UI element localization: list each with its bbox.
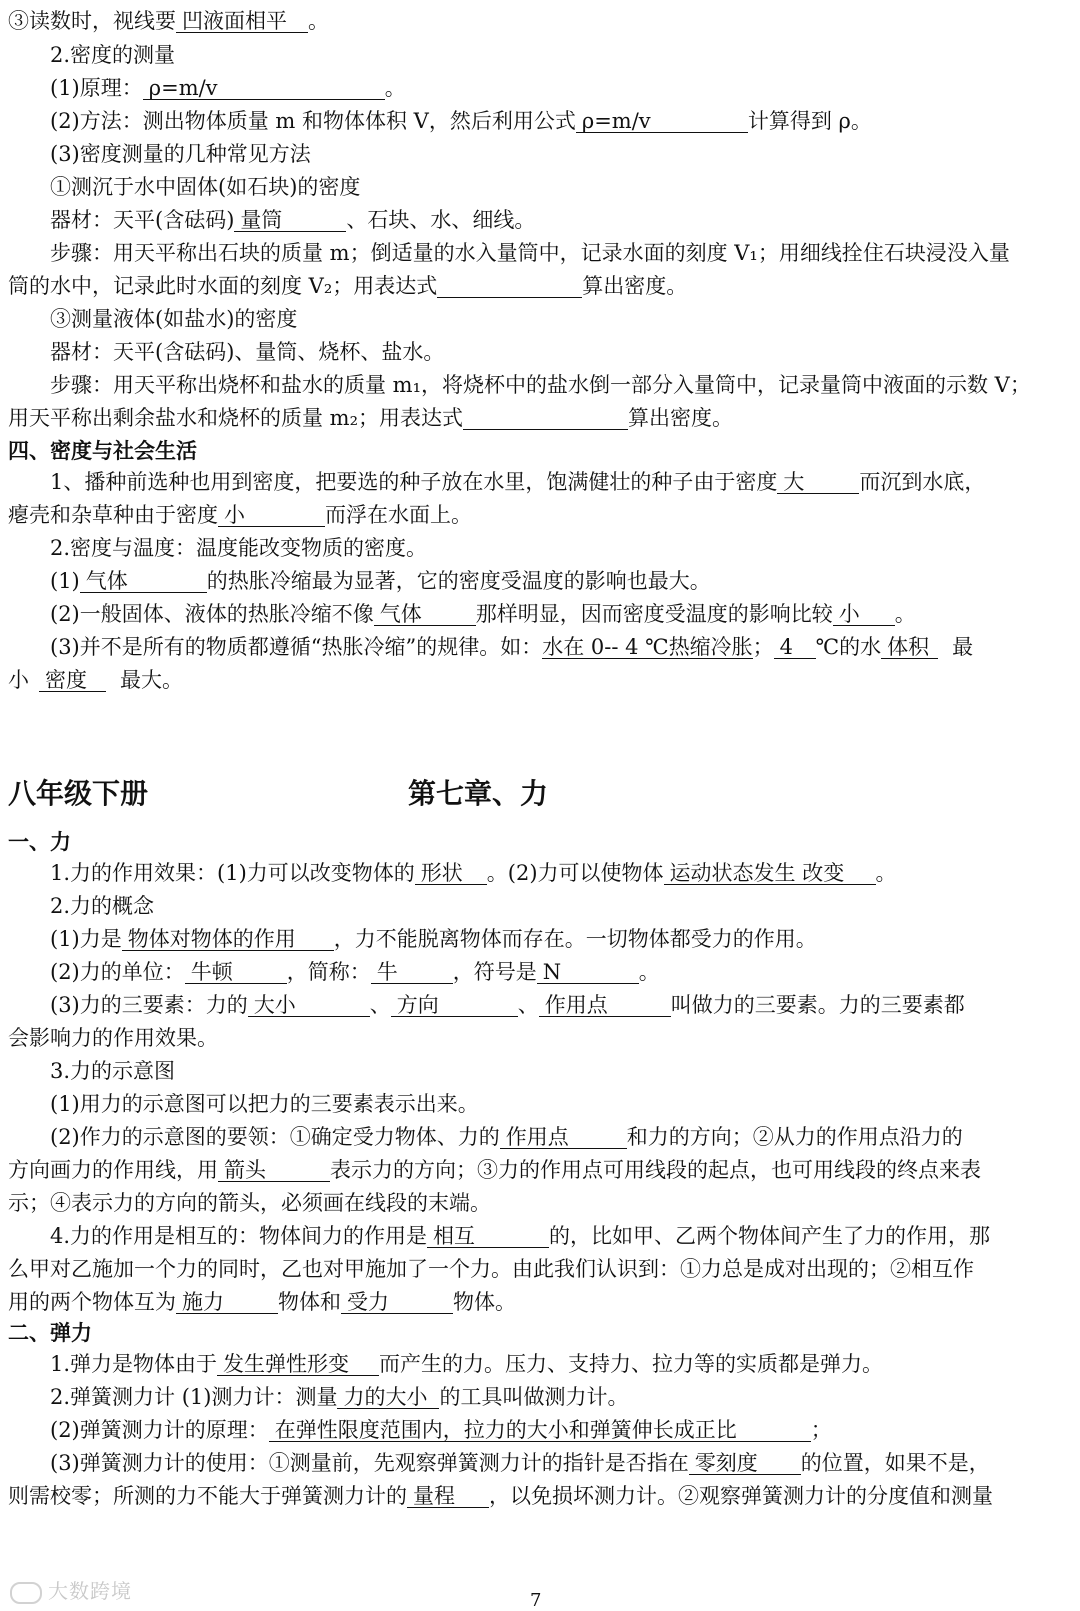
text: 物体和 bbox=[278, 1290, 341, 1314]
text-line: 步骤：用天平称出烧杯和盐水的质量 m₁，将烧杯中的盐水倒一部分入量筒中，记录量筒中液面的示数 V； bbox=[50, 373, 1031, 397]
text-line bbox=[50, 635, 973, 659]
text: (2)力的单位： bbox=[50, 960, 185, 984]
section-heading: 一、力 bbox=[8, 830, 71, 854]
text-line: 器材：天平(含砝码)、量筒、烧杯、盐水。 bbox=[50, 340, 445, 364]
text: ，简称： bbox=[286, 960, 371, 984]
answer-blank: 牛顿 bbox=[185, 961, 287, 984]
text-line: 2.密度的测量 bbox=[50, 43, 176, 67]
text: 叫做力的三要素。力的三要素都 bbox=[670, 993, 965, 1017]
text-line bbox=[50, 993, 965, 1017]
text-line: 3.力的示意图 bbox=[50, 1059, 176, 1083]
answer-blank: 运动状态发生 改变 bbox=[664, 862, 876, 885]
text-line bbox=[8, 1290, 516, 1314]
text: 而沉到水底， bbox=[859, 470, 986, 494]
empty-blank bbox=[437, 275, 582, 298]
text: 表示力的方向；③力的作用点可用线段的起点，也可用线段的终点来表 bbox=[330, 1158, 981, 1182]
answer-blank: ρ=m/v bbox=[143, 77, 385, 100]
text-line bbox=[8, 274, 687, 298]
text: 计算得到 ρ。 bbox=[747, 109, 872, 133]
watermark-logo-icon bbox=[10, 1582, 42, 1604]
answer-blank: 凹液面相平 bbox=[176, 10, 308, 33]
text-line: 步骤：用天平称出石块的质量 m；倒适量的水入量筒中，记录水面的刻度 V₁；用细线拴住石块浸没入量 bbox=[50, 241, 1010, 265]
text-line bbox=[50, 1352, 883, 1376]
answer-blank: N bbox=[537, 961, 639, 984]
text: 最 bbox=[952, 635, 974, 659]
text: (1)力是 bbox=[50, 927, 122, 951]
watermark bbox=[10, 1575, 132, 1604]
text-line bbox=[50, 109, 872, 133]
text: 。 bbox=[384, 76, 406, 100]
text: (1)原理： bbox=[50, 76, 143, 100]
text-line bbox=[50, 1385, 628, 1409]
text: (3)并不是所有的物质都遵循“热胀冷缩”的规律。如： bbox=[50, 635, 543, 659]
answer-blank: 4 bbox=[774, 636, 816, 659]
text-line bbox=[50, 1451, 990, 1475]
text: ； bbox=[810, 1418, 832, 1442]
answer-blank: 力的大小 bbox=[337, 1386, 439, 1409]
text-line: (1)用力的示意图可以把力的三要素表示出来。 bbox=[50, 1092, 479, 1116]
text-line bbox=[8, 668, 183, 692]
book-heading: 八年级下册 bbox=[8, 777, 149, 810]
text: 用的两个物体互为 bbox=[8, 1290, 176, 1314]
text: 的，比如甲、乙两个物体间产生了力的作用，那 bbox=[549, 1224, 991, 1248]
section-heading: 二、弹力 bbox=[8, 1321, 92, 1345]
text-line: 2.力的概念 bbox=[50, 894, 155, 918]
answer-blank: ρ=m/v bbox=[576, 110, 748, 133]
empty-blank bbox=[463, 407, 628, 430]
text: 。 bbox=[875, 861, 897, 885]
answer-blank: 气体 bbox=[80, 570, 207, 593]
answer-blank: 小 bbox=[218, 504, 325, 527]
text-line: ③测量液体(如盐水)的密度 bbox=[50, 307, 298, 331]
answer-blank: 零刻度 bbox=[689, 1452, 801, 1475]
text: 的热胀冷缩最为显著，它的密度受温度的影响也最大。 bbox=[206, 569, 711, 593]
text: 。 bbox=[638, 960, 660, 984]
text: (2)方法：测出物体质量 m 和物体体积 V，然后利用公式 bbox=[50, 109, 576, 133]
text: 。 bbox=[308, 9, 329, 33]
text: 。 bbox=[894, 602, 916, 626]
text-line bbox=[50, 208, 535, 232]
text-line bbox=[8, 406, 733, 430]
text: 。(2)力可以使物体 bbox=[486, 861, 664, 885]
text: 筒的水中，记录此时水面的刻度 V₂；用表达式 bbox=[8, 274, 438, 298]
text: 器材：天平(含砝码) bbox=[50, 208, 235, 232]
text: 1、播种前选种也用到密度，把要选的种子放在水里，饱满健壮的种子由于密度 bbox=[50, 470, 778, 494]
text-line bbox=[50, 861, 897, 885]
text: 小 bbox=[8, 668, 29, 692]
text: 则需校零；所测的力不能大于弹簧测力计的 bbox=[8, 1484, 407, 1508]
answer-blank: 物体对物体的作用 bbox=[122, 928, 334, 951]
text-line bbox=[50, 569, 711, 593]
answer-blank: 大小 bbox=[248, 994, 370, 1017]
text-line: (3)密度测量的几种常见方法 bbox=[50, 142, 311, 166]
text-line bbox=[50, 1418, 832, 1442]
text: 那样明显，因而密度受温度的影响比较 bbox=[475, 602, 833, 626]
answer-blank: 在弹性限度范围内，拉力的大小和弹簧伸长成正比 bbox=[269, 1419, 811, 1442]
chapter-heading: 第七章、力 bbox=[408, 777, 549, 810]
text: ③读数时，视线要 bbox=[8, 9, 176, 33]
text-line bbox=[8, 9, 329, 33]
text: 的工具叫做测力计。 bbox=[439, 1385, 629, 1409]
text: ； bbox=[752, 635, 774, 659]
answer-blank: 相互 bbox=[427, 1225, 549, 1248]
text-line bbox=[50, 76, 406, 100]
text-line bbox=[50, 1125, 963, 1149]
text-line bbox=[50, 470, 985, 494]
answer-blank: 气体 bbox=[374, 603, 476, 626]
text: (1) bbox=[50, 569, 80, 593]
text-line bbox=[50, 927, 817, 951]
answer-blank: 发生弹性形变 bbox=[217, 1353, 379, 1376]
text-line: 么甲对乙施加一个力的同时，乙也对甲施加了一个力。由此我们认识到：①力总是成对出现的；②相互作 bbox=[8, 1257, 974, 1281]
text: 2.弹簧测力计 (1)测力计：测量 bbox=[50, 1385, 338, 1409]
answer-blank: 施力 bbox=[176, 1291, 278, 1314]
text-line bbox=[50, 1224, 990, 1248]
text: 而产生的力。压力、支持力、拉力等的实质都是弹力。 bbox=[379, 1352, 884, 1376]
watermark-text: 大数跨境 bbox=[48, 1579, 132, 1603]
text: (2)作力的示意图的要领：①确定受力物体、力的 bbox=[50, 1125, 500, 1149]
text: ，力不能脱离物体而存在。一切物体都受力的作用。 bbox=[333, 927, 817, 951]
text: 1.弹力是物体由于 bbox=[50, 1352, 218, 1376]
answer-blank: 量程 bbox=[407, 1485, 489, 1508]
text: ，符号是 bbox=[452, 960, 537, 984]
text: 瘪壳和杂草种由于密度 bbox=[8, 503, 218, 527]
section-heading: 四、密度与社会生活 bbox=[8, 439, 197, 463]
text-line bbox=[8, 1158, 981, 1182]
text: (3)力的三要素：力的 bbox=[50, 993, 248, 1017]
text: (2)弹簧测力计的原理： bbox=[50, 1418, 269, 1442]
text: ℃的水 bbox=[815, 635, 882, 659]
text-line: 2.密度与温度：温度能改变物质的密度。 bbox=[50, 536, 428, 560]
answer-blank: 作用点 bbox=[539, 994, 671, 1017]
text: 1.力的作用效果：(1)力可以改变物体的 bbox=[50, 861, 415, 885]
text: 和力的方向；②从力的作用点沿力的 bbox=[626, 1125, 963, 1149]
text-line: 会影响力的作用效果。 bbox=[8, 1026, 218, 1050]
text-line bbox=[8, 503, 472, 527]
text: 的位置，如果不是， bbox=[800, 1451, 990, 1475]
text: 物体。 bbox=[453, 1290, 516, 1314]
answer-blank: 水在 0-- 4 ℃热缩冷胀 bbox=[542, 635, 753, 659]
answer-blank: 牛 bbox=[371, 961, 453, 984]
text: ，以免损坏测力计。②观察弹簧测力计的分度值和测量 bbox=[489, 1484, 993, 1508]
text: 、 bbox=[369, 993, 391, 1017]
answer-blank: 密度 bbox=[39, 669, 106, 692]
text: (3)弹簧测力计的使用：①测量前，先观察弹簧测力计的指针是否指在 bbox=[50, 1451, 689, 1475]
answer-blank: 形状 bbox=[415, 862, 487, 885]
page-number: 7 bbox=[530, 1590, 542, 1611]
text: 、石块、水、细线。 bbox=[346, 208, 536, 232]
answer-blank: 方向 bbox=[391, 994, 518, 1017]
answer-blank: 小 bbox=[833, 603, 895, 626]
text: 最大。 bbox=[120, 668, 183, 692]
text-line: 示；④表示力的方向的箭头，必须画在线段的末端。 bbox=[8, 1191, 491, 1215]
answer-blank: 作用点 bbox=[500, 1126, 627, 1149]
text: 4.力的作用是相互的：物体间力的作用是 bbox=[50, 1224, 428, 1248]
text: 、 bbox=[517, 993, 539, 1017]
text: 算出密度。 bbox=[628, 406, 734, 430]
text-line bbox=[8, 1484, 993, 1508]
text: 算出密度。 bbox=[582, 274, 688, 298]
text-line bbox=[50, 602, 916, 626]
answer-blank: 体积 bbox=[881, 636, 938, 659]
text-line bbox=[50, 960, 660, 984]
answer-blank: 量筒 bbox=[234, 209, 346, 232]
text: (2)一般固体、液体的热胀冷缩不像 bbox=[50, 602, 374, 626]
text: 用天平称出剩余盐水和烧杯的质量 m₂；用表达式 bbox=[8, 406, 464, 430]
answer-blank: 受力 bbox=[341, 1291, 453, 1314]
text: 方向画力的作用线，用 bbox=[8, 1158, 218, 1182]
text: 而浮在水面上。 bbox=[325, 503, 472, 527]
answer-blank: 大 bbox=[777, 471, 859, 494]
text-line: ①测沉于水中固体(如石块)的密度 bbox=[50, 175, 361, 199]
answer-blank: 箭头 bbox=[218, 1159, 330, 1182]
